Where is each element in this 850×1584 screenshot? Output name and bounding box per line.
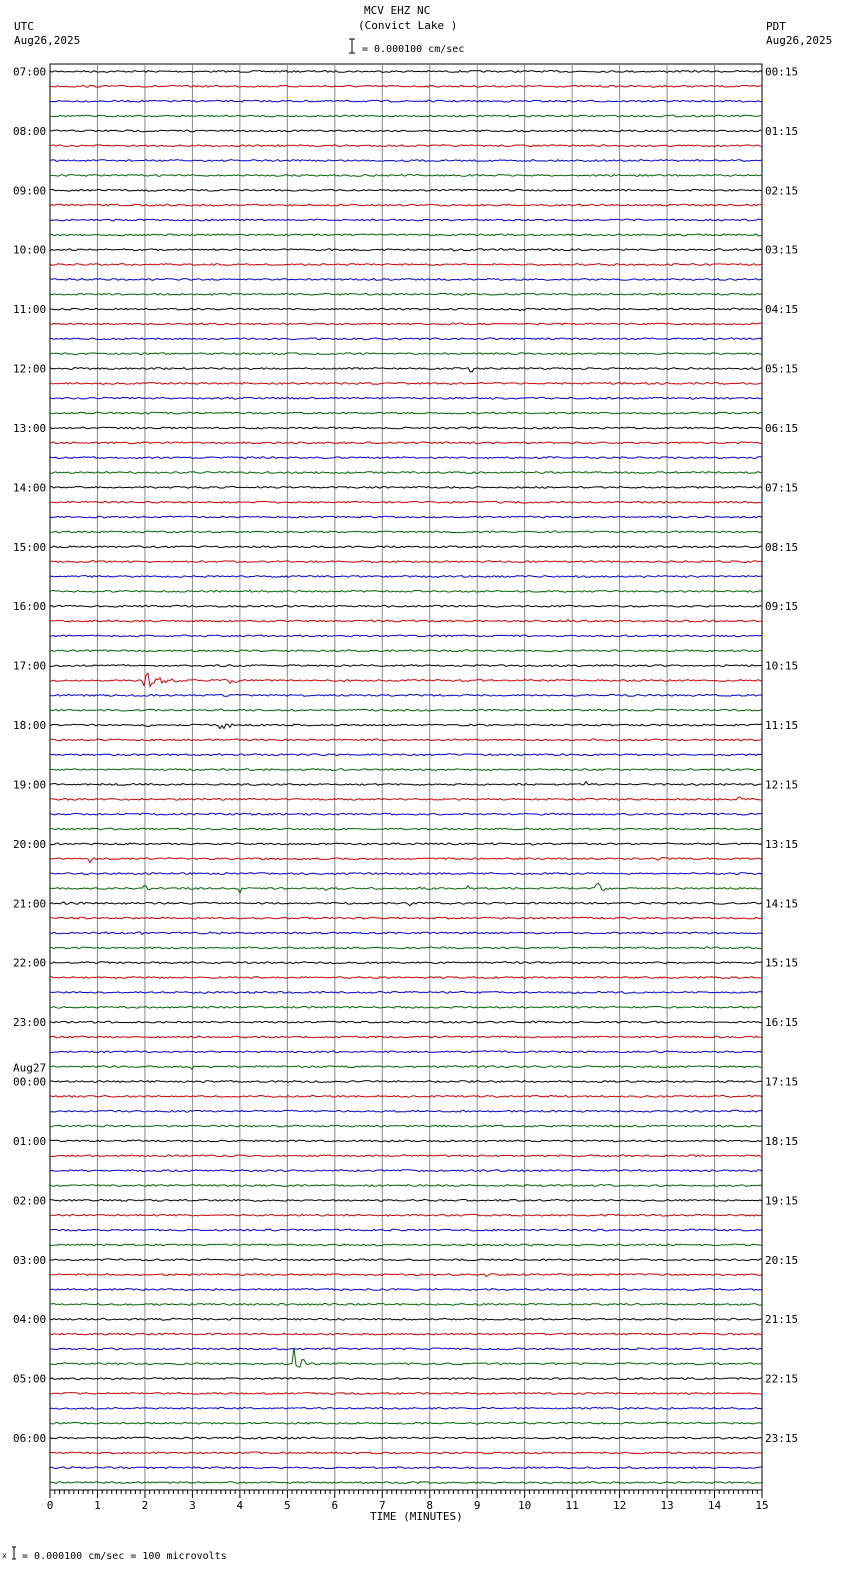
seismic-trace xyxy=(50,1452,762,1454)
pdt-hour-label: 13:15 xyxy=(765,837,799,851)
seismic-trace xyxy=(50,902,762,906)
pdt-hour-label: 18:15 xyxy=(765,1134,799,1148)
utc-hour-label: 17:00 xyxy=(13,659,47,673)
seismic-trace xyxy=(50,1393,762,1395)
seismic-trace xyxy=(50,1437,762,1439)
utc-hour-label: 12:00 xyxy=(13,362,47,376)
seismic-trace xyxy=(50,516,762,518)
seismic-trace xyxy=(50,1244,762,1246)
utc-date-label: Aug26,2025 xyxy=(14,34,81,47)
svg-text:x: x xyxy=(2,1551,7,1560)
seismic-trace xyxy=(50,754,762,756)
seismic-trace xyxy=(50,472,762,474)
seismic-trace xyxy=(50,308,762,311)
seismic-trace xyxy=(50,857,762,862)
seismic-trace xyxy=(50,1006,762,1008)
seismic-trace xyxy=(50,782,762,786)
seismic-trace xyxy=(50,338,762,340)
seismic-trace xyxy=(50,1348,762,1368)
seismic-trace xyxy=(50,739,762,741)
seismic-trace xyxy=(50,724,762,729)
seismic-trace xyxy=(50,1125,762,1127)
seismic-trace xyxy=(50,828,762,830)
utc-hour-label: 01:00 xyxy=(13,1134,47,1148)
utc-hour-label: 22:00 xyxy=(13,956,47,970)
pdt-hour-label: 09:15 xyxy=(765,600,799,614)
x-tick-label: 1 xyxy=(94,1499,101,1512)
seismic-trace xyxy=(50,665,762,667)
x-tick-label: 9 xyxy=(473,1499,481,1512)
seismic-trace xyxy=(50,1036,762,1038)
seismic-trace xyxy=(50,620,762,622)
seismic-trace xyxy=(50,487,762,489)
seismic-trace xyxy=(50,1155,762,1157)
x-tick-label: 5 xyxy=(284,1499,291,1512)
seismic-trace xyxy=(50,992,762,994)
pdt-date-label: Aug26,2025 xyxy=(766,34,833,47)
pdt-hour-label: 00:15 xyxy=(765,65,799,79)
seismic-trace xyxy=(50,843,762,845)
seismic-trace xyxy=(50,1318,762,1320)
x-tick-label: 11 xyxy=(565,1499,579,1512)
seismic-trace xyxy=(50,383,762,385)
seismic-trace xyxy=(50,1289,762,1291)
seismic-trace xyxy=(50,605,762,607)
x-tick-label: 10 xyxy=(518,1499,532,1512)
seismic-trace xyxy=(50,576,762,578)
pdt-hour-label: 21:15 xyxy=(765,1313,799,1327)
x-tick-label: 15 xyxy=(755,1499,769,1512)
seismic-trace xyxy=(50,234,762,236)
seismic-trace xyxy=(50,100,762,102)
seismic-trace xyxy=(50,1066,762,1070)
utc-hour-label: 04:00 xyxy=(13,1313,47,1327)
footer-scale-icon xyxy=(2,1545,18,1561)
seismic-trace xyxy=(50,531,762,533)
seismic-trace xyxy=(50,442,762,444)
pdt-hour-label: 14:15 xyxy=(765,897,799,911)
utc-hour-label: 10:00 xyxy=(13,243,47,257)
pdt-hour-label: 06:15 xyxy=(765,421,799,435)
x-tick-label: 14 xyxy=(707,1499,722,1512)
seismic-trace xyxy=(50,873,762,875)
seismic-trace xyxy=(50,917,762,919)
seismic-trace xyxy=(50,962,762,964)
seismic-trace xyxy=(50,1021,762,1023)
x-tick-label: 13 xyxy=(660,1499,674,1512)
station-title: MCV EHZ NC xyxy=(364,4,431,17)
pdt-hour-label: 08:15 xyxy=(765,540,799,554)
seismic-trace xyxy=(50,412,762,414)
x-tick-label: 8 xyxy=(426,1499,434,1512)
pdt-hour-label: 12:15 xyxy=(765,778,799,792)
seismic-trace xyxy=(50,797,762,800)
pdt-hour-label: 23:15 xyxy=(765,1432,799,1446)
pdt-hour-label: 22:15 xyxy=(765,1372,799,1386)
date-change-label: Aug27 xyxy=(13,1061,47,1075)
utc-hour-label: 23:00 xyxy=(13,1016,47,1030)
utc-hour-label: 08:00 xyxy=(13,124,47,138)
pdt-hour-label: 07:15 xyxy=(765,481,799,495)
x-tick-label: 2 xyxy=(141,1499,149,1512)
seismic-trace xyxy=(50,1274,762,1277)
seismic-trace xyxy=(50,1140,762,1142)
seismic-trace xyxy=(50,1303,762,1305)
utc-hour-label: 02:00 xyxy=(13,1194,47,1208)
seismic-trace xyxy=(50,977,762,979)
x-tick-label: 7 xyxy=(378,1499,386,1512)
x-tick-label: 4 xyxy=(236,1499,244,1512)
seismic-trace xyxy=(50,397,762,399)
utc-hour-label: 21:00 xyxy=(13,897,47,911)
seismic-trace xyxy=(50,1096,762,1098)
pdt-hour-label: 01:15 xyxy=(765,124,799,138)
seismic-trace xyxy=(50,635,762,637)
utc-hour-label: 15:00 xyxy=(13,540,47,554)
seismic-trace xyxy=(50,1170,762,1172)
x-tick-label: 0 xyxy=(46,1499,54,1512)
seismic-trace xyxy=(50,1378,762,1380)
seismic-trace xyxy=(50,1185,762,1187)
utc-hour-label: 13:00 xyxy=(13,421,47,435)
pdt-hour-label: 05:15 xyxy=(765,362,799,376)
scale-label: = 0.000100 cm/sec xyxy=(362,44,465,55)
seismic-trace xyxy=(50,145,762,147)
pdt-hour-label: 19:15 xyxy=(765,1194,799,1208)
seismic-trace xyxy=(50,546,762,548)
seismic-trace xyxy=(50,1081,762,1083)
seismic-trace xyxy=(50,883,762,893)
pdt-hour-label: 10:15 xyxy=(765,659,799,673)
utc-hour-label: 05:00 xyxy=(13,1372,47,1386)
station-location: (Convict Lake ) xyxy=(358,19,458,32)
pdt-hour-label: 20:15 xyxy=(765,1253,799,1267)
pdt-hour-label: 03:15 xyxy=(765,243,799,257)
x-tick-label: 6 xyxy=(331,1499,339,1512)
seismic-trace xyxy=(50,561,762,563)
seismic-trace xyxy=(50,1482,762,1484)
seismic-trace xyxy=(50,1407,762,1409)
utc-hour-label: 20:00 xyxy=(13,837,47,851)
pdt-hour-label: 02:15 xyxy=(765,184,799,198)
utc-hour-label: 14:00 xyxy=(13,481,47,495)
seismic-trace xyxy=(50,368,762,372)
utc-hour-label: 06:00 xyxy=(13,1432,47,1446)
seismic-trace xyxy=(50,1348,762,1350)
utc-hour-label: 03:00 xyxy=(13,1253,47,1267)
seismic-trace xyxy=(50,1110,762,1112)
seismic-trace xyxy=(50,694,762,696)
seismic-trace xyxy=(50,1051,762,1053)
seismic-trace xyxy=(50,590,762,592)
seismic-trace xyxy=(50,947,762,949)
pdt-hour-label: 17:15 xyxy=(765,1075,799,1089)
seismic-trace xyxy=(50,673,762,686)
seismic-trace xyxy=(50,457,762,459)
utc-hour-label: 09:00 xyxy=(13,184,47,198)
seismic-trace xyxy=(50,219,762,221)
pdt-hour-label: 04:15 xyxy=(765,303,799,317)
seismic-trace xyxy=(50,1259,762,1261)
seismic-trace xyxy=(50,323,762,325)
seismic-trace xyxy=(50,1422,762,1424)
seismic-trace xyxy=(50,1199,762,1201)
seismic-trace xyxy=(50,769,762,771)
seismic-trace xyxy=(50,189,762,191)
utc-hour-label: 07:00 xyxy=(13,65,47,79)
seismic-trace xyxy=(50,709,762,711)
pdt-zone-label: PDT xyxy=(766,20,786,33)
seismic-trace xyxy=(50,1333,762,1335)
utc-zone-label: UTC xyxy=(14,20,34,33)
plot-frame xyxy=(50,64,762,1490)
seismic-trace xyxy=(50,1229,762,1231)
x-tick-label: 12 xyxy=(612,1499,627,1512)
seismic-trace xyxy=(50,115,762,117)
footer-scale-label: = 0.000100 cm/sec = 100 microvolts xyxy=(22,1551,227,1562)
seismic-trace xyxy=(50,813,762,815)
seismic-trace xyxy=(50,1214,762,1216)
seismic-trace xyxy=(50,650,762,652)
seismic-trace xyxy=(50,249,762,251)
seismic-trace xyxy=(50,264,762,266)
utc-hour-label: 00:00 xyxy=(13,1075,47,1089)
pdt-hour-label: 15:15 xyxy=(765,956,799,970)
seismic-trace xyxy=(50,353,762,355)
x-tick-label: 3 xyxy=(189,1499,196,1512)
seismic-trace xyxy=(50,160,762,162)
seismic-trace xyxy=(50,293,762,295)
utc-hour-label: 18:00 xyxy=(13,719,47,733)
pdt-hour-label: 11:15 xyxy=(765,719,799,733)
seismic-trace xyxy=(50,279,762,281)
utc-hour-label: 16:00 xyxy=(13,600,47,614)
seismic-trace xyxy=(50,204,762,206)
seismic-trace xyxy=(50,85,762,87)
seismic-trace xyxy=(50,427,762,429)
x-axis-title: TIME (MINUTES) xyxy=(370,1510,463,1523)
utc-hour-label: 11:00 xyxy=(13,303,47,317)
seismic-trace xyxy=(50,130,762,132)
utc-hour-label: 19:00 xyxy=(13,778,47,792)
seismic-trace xyxy=(50,501,762,503)
seismic-trace xyxy=(50,1467,762,1469)
seismic-trace xyxy=(50,71,762,73)
seismic-trace xyxy=(50,175,762,177)
pdt-hour-label: 16:15 xyxy=(765,1016,799,1030)
seismic-trace xyxy=(50,932,762,935)
